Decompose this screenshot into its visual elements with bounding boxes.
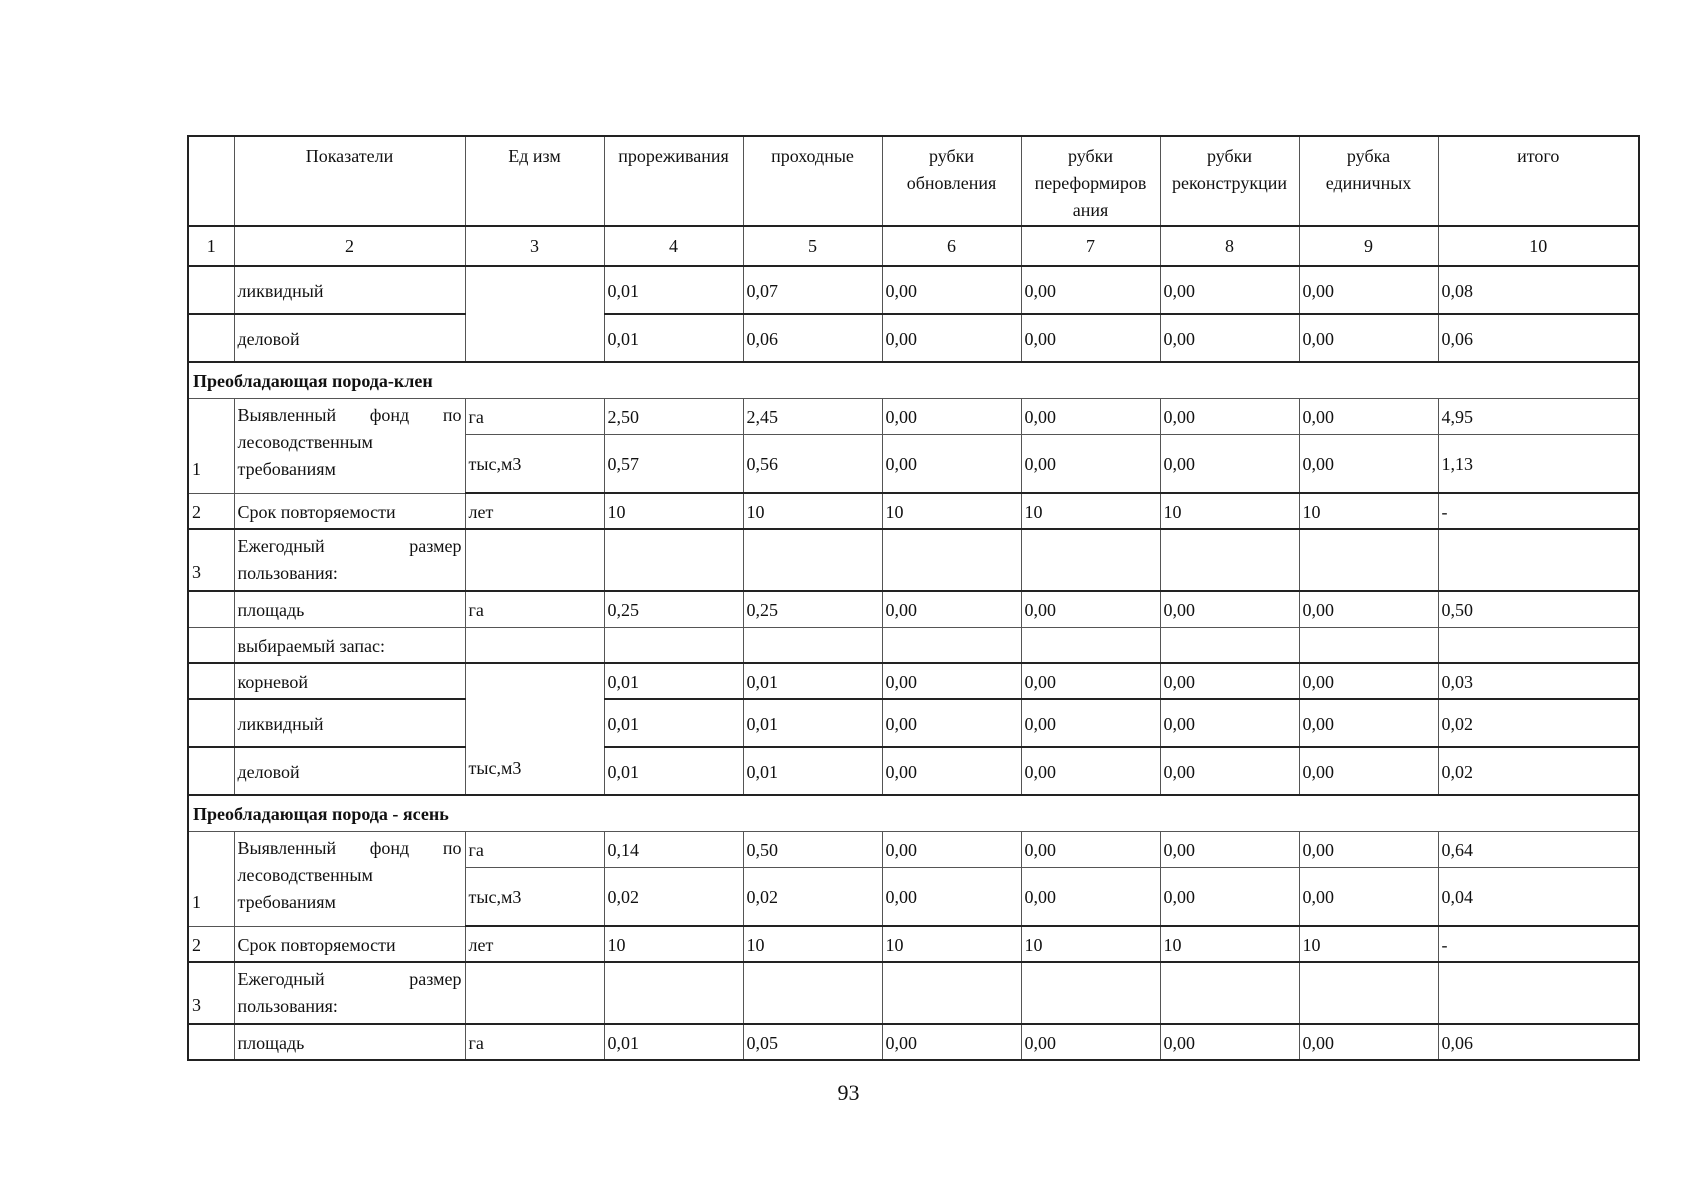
- header-renewal: рубки обновления: [882, 136, 1021, 226]
- row-label: деловой: [234, 314, 465, 362]
- total-cell: -: [1438, 493, 1639, 529]
- column-number: 8: [1160, 226, 1299, 266]
- row-number: [188, 266, 234, 314]
- column-number: 7: [1021, 226, 1160, 266]
- value-cell: 0,00: [1160, 699, 1299, 747]
- value-cell: 0,01: [604, 663, 743, 699]
- value-cell: 0,00: [1021, 867, 1160, 926]
- label-word: размер: [409, 536, 462, 556]
- total-cell: 0,02: [1438, 699, 1639, 747]
- row-label: ликвидный: [234, 266, 465, 314]
- row-number: [188, 314, 234, 362]
- column-number: 4: [604, 226, 743, 266]
- value-cell: [1160, 627, 1299, 663]
- header-single: рубка единичных: [1299, 136, 1438, 226]
- value-cell: 0,00: [1299, 663, 1438, 699]
- row-label: [234, 831, 465, 926]
- row-number: 1: [188, 398, 234, 493]
- value-cell: 0,06: [743, 314, 882, 362]
- value-cell: 0,00: [1299, 699, 1438, 747]
- header-passage: проходные: [743, 136, 882, 226]
- header-reformation: рубки переформиров ания: [1021, 136, 1160, 226]
- value-cell: 0,00: [1160, 831, 1299, 867]
- value-cell: 0,00: [1021, 398, 1160, 434]
- value-cell: 0,00: [1160, 663, 1299, 699]
- row-number: [188, 747, 234, 795]
- value-cell: 0,25: [604, 591, 743, 627]
- row-label: [234, 398, 465, 493]
- label-word: Выявленный: [237, 837, 337, 858]
- label-word: по: [442, 404, 462, 425]
- section-title-row: [188, 362, 1639, 398]
- value-cell: 0,00: [882, 747, 1021, 795]
- total-cell: 0,06: [1438, 1024, 1639, 1060]
- value-cell: 0,14: [604, 831, 743, 867]
- header-total: итого: [1438, 136, 1639, 226]
- value-cell: 0,01: [604, 747, 743, 795]
- column-number: 6: [882, 226, 1021, 266]
- value-cell: 10: [743, 926, 882, 962]
- value-cell: 0,01: [604, 314, 743, 362]
- value-cell: 0,00: [1160, 434, 1299, 493]
- total-cell: [1438, 529, 1639, 591]
- row-label: [234, 529, 465, 591]
- column-number: 10: [1438, 226, 1639, 266]
- value-cell: 0,00: [882, 831, 1021, 867]
- label-word: фонд: [369, 404, 410, 425]
- value-cell: 0,50: [743, 831, 882, 867]
- value-cell: 10: [882, 926, 1021, 962]
- value-cell: 0,00: [1021, 747, 1160, 795]
- value-cell: 0,57: [604, 434, 743, 493]
- value-cell: 0,00: [1021, 699, 1160, 747]
- total-cell: 0,03: [1438, 663, 1639, 699]
- value-cell: [743, 627, 882, 663]
- table-row: [188, 831, 1639, 867]
- value-cell: [1299, 529, 1438, 591]
- value-cell: 0,00: [1021, 663, 1160, 699]
- value-cell: 0,00: [1299, 398, 1438, 434]
- unit-cell: [465, 266, 604, 362]
- value-cell: [1021, 627, 1160, 663]
- value-cell: 0,02: [604, 867, 743, 926]
- row-number: 3: [188, 529, 234, 591]
- table-row: [188, 1024, 1639, 1060]
- row-number: 2: [188, 926, 234, 962]
- row-label: корневой: [234, 663, 465, 699]
- value-cell: [743, 962, 882, 1024]
- row-label: площадь: [234, 591, 465, 627]
- value-cell: 10: [1299, 926, 1438, 962]
- row-label: площадь: [234, 1024, 465, 1060]
- value-cell: [1299, 627, 1438, 663]
- value-cell: 10: [604, 926, 743, 962]
- value-cell: 0,00: [882, 699, 1021, 747]
- value-cell: [604, 529, 743, 591]
- column-number: 2: [234, 226, 465, 266]
- value-cell: 0,00: [1299, 1024, 1438, 1060]
- value-cell: 10: [1160, 926, 1299, 962]
- unit-cell: га: [465, 831, 604, 867]
- value-cell: 0,00: [1160, 398, 1299, 434]
- unit-cell: лет: [465, 493, 604, 529]
- row-label: [234, 962, 465, 1024]
- value-cell: 0,00: [1299, 591, 1438, 627]
- value-cell: 0,07: [743, 266, 882, 314]
- row-label: деловой: [234, 747, 465, 795]
- value-cell: [1021, 962, 1160, 1024]
- header-indicators: Показатели: [234, 136, 465, 226]
- total-cell: 1,13: [1438, 434, 1639, 493]
- header-cell: [188, 136, 234, 226]
- column-number: 9: [1299, 226, 1438, 266]
- label-rest: лесоводственным требованиям: [237, 864, 373, 912]
- row-number: 2: [188, 493, 234, 529]
- value-cell: 10: [882, 493, 1021, 529]
- value-cell: 0,00: [882, 398, 1021, 434]
- value-cell: [604, 962, 743, 1024]
- table-row: [188, 266, 1639, 314]
- label-word: размер: [409, 969, 462, 989]
- value-cell: 10: [743, 493, 882, 529]
- unit-cell: тыс,м3: [465, 867, 604, 926]
- value-cell: 0,00: [1021, 266, 1160, 314]
- value-cell: 10: [1160, 493, 1299, 529]
- value-cell: 0,00: [1160, 591, 1299, 627]
- value-cell: 0,00: [1160, 1024, 1299, 1060]
- unit-cell: га: [465, 1024, 604, 1060]
- value-cell: 2,50: [604, 398, 743, 434]
- value-cell: [882, 627, 1021, 663]
- row-label: выбираемый запас:: [234, 627, 465, 663]
- value-cell: 0,00: [1160, 266, 1299, 314]
- value-cell: 0,01: [743, 747, 882, 795]
- table-header-row: [188, 136, 1639, 226]
- value-cell: 0,00: [882, 1024, 1021, 1060]
- column-number: 5: [743, 226, 882, 266]
- value-cell: 0,00: [1021, 1024, 1160, 1060]
- total-cell: 0,64: [1438, 831, 1639, 867]
- value-cell: 0,25: [743, 591, 882, 627]
- value-cell: 0,00: [882, 314, 1021, 362]
- table-row: [188, 493, 1639, 529]
- unit-cell: тыс,м3: [465, 663, 604, 795]
- value-cell: [1160, 529, 1299, 591]
- section-title-row: [188, 795, 1639, 831]
- value-cell: [1160, 962, 1299, 1024]
- row-number: [188, 591, 234, 627]
- value-cell: 10: [1021, 926, 1160, 962]
- value-cell: 0,00: [1299, 434, 1438, 493]
- value-cell: [604, 627, 743, 663]
- value-cell: 0,56: [743, 434, 882, 493]
- unit-cell: тыс,м3: [465, 434, 604, 493]
- value-cell: 0,00: [1299, 747, 1438, 795]
- value-cell: 2,45: [743, 398, 882, 434]
- value-cell: 0,00: [1160, 867, 1299, 926]
- table-row: [188, 747, 1639, 795]
- table-row: [188, 529, 1639, 591]
- section-title: Преобладающая порода - ясень: [188, 795, 1639, 831]
- label-rest: лесоводственным требованиям: [237, 431, 373, 479]
- unit-cell: га: [465, 591, 604, 627]
- value-cell: 0,00: [1021, 591, 1160, 627]
- value-cell: 0,00: [1021, 831, 1160, 867]
- value-cell: 0,00: [1160, 314, 1299, 362]
- label-word: Выявленный: [237, 404, 337, 425]
- value-cell: 0,00: [1021, 434, 1160, 493]
- table-row: [188, 699, 1639, 747]
- row-number: 1: [188, 831, 234, 926]
- total-cell: 0,06: [1438, 314, 1639, 362]
- table-row: [188, 398, 1639, 434]
- unit-cell: [465, 627, 604, 663]
- total-cell: 4,95: [1438, 398, 1639, 434]
- label-rest: пользования:: [237, 996, 338, 1016]
- value-cell: 0,00: [1299, 314, 1438, 362]
- value-cell: 0,00: [1021, 314, 1160, 362]
- value-cell: 0,00: [1299, 867, 1438, 926]
- value-cell: 0,00: [1299, 266, 1438, 314]
- label-word: фонд: [369, 837, 410, 858]
- unit-cell: га: [465, 398, 604, 434]
- value-cell: [882, 962, 1021, 1024]
- header-reconstruction: рубки реконструкции: [1160, 136, 1299, 226]
- row-number: [188, 1024, 234, 1060]
- value-cell: 0,01: [604, 1024, 743, 1060]
- value-cell: 10: [604, 493, 743, 529]
- total-cell: [1438, 627, 1639, 663]
- table-row: [188, 591, 1639, 627]
- total-cell: 0,04: [1438, 867, 1639, 926]
- unit-cell: [465, 962, 604, 1024]
- label-word: по: [442, 837, 462, 858]
- value-cell: 0,01: [743, 663, 882, 699]
- value-cell: 0,00: [882, 663, 1021, 699]
- forest-use-table: [187, 135, 1640, 1061]
- value-cell: 0,00: [882, 266, 1021, 314]
- column-number: 3: [465, 226, 604, 266]
- unit-cell: лет: [465, 926, 604, 962]
- row-number: [188, 699, 234, 747]
- table-row: [188, 314, 1639, 362]
- value-cell: [1299, 962, 1438, 1024]
- label-word: Ежегодный: [237, 969, 325, 989]
- value-cell: 0,01: [604, 699, 743, 747]
- total-cell: 0,02: [1438, 747, 1639, 795]
- row-label: Срок повторяемости: [234, 926, 465, 962]
- section-title: Преобладающая порода-клен: [188, 362, 1639, 398]
- unit-cell: [465, 529, 604, 591]
- row-number: [188, 627, 234, 663]
- total-cell: [1438, 962, 1639, 1024]
- label-word: Ежегодный: [237, 536, 325, 556]
- value-cell: 0,01: [604, 266, 743, 314]
- value-cell: 0,00: [882, 434, 1021, 493]
- header-thinning: прореживания: [604, 136, 743, 226]
- row-number: 3: [188, 962, 234, 1024]
- row-label: ликвидный: [234, 699, 465, 747]
- total-cell: -: [1438, 926, 1639, 962]
- value-cell: 10: [1021, 493, 1160, 529]
- value-cell: 10: [1299, 493, 1438, 529]
- table-row: [188, 926, 1639, 962]
- total-cell: 0,50: [1438, 591, 1639, 627]
- value-cell: 0,00: [1160, 747, 1299, 795]
- column-number-row: [188, 226, 1639, 266]
- table-row: [188, 962, 1639, 1024]
- total-cell: 0,08: [1438, 266, 1639, 314]
- value-cell: 0,05: [743, 1024, 882, 1060]
- value-cell: [1021, 529, 1160, 591]
- value-cell: [743, 529, 882, 591]
- value-cell: 0,02: [743, 867, 882, 926]
- value-cell: 0,00: [882, 591, 1021, 627]
- table-row: [188, 627, 1639, 663]
- table-row: [188, 663, 1639, 699]
- row-number: [188, 663, 234, 699]
- page-number: 93: [837, 1080, 860, 1105]
- column-number: 1: [188, 226, 234, 266]
- label-rest: пользования:: [237, 563, 338, 583]
- value-cell: 0,01: [743, 699, 882, 747]
- value-cell: 0,00: [882, 867, 1021, 926]
- row-label: Срок повторяемости: [234, 493, 465, 529]
- header-unit: Ед изм: [465, 136, 604, 226]
- value-cell: [882, 529, 1021, 591]
- value-cell: 0,00: [1299, 831, 1438, 867]
